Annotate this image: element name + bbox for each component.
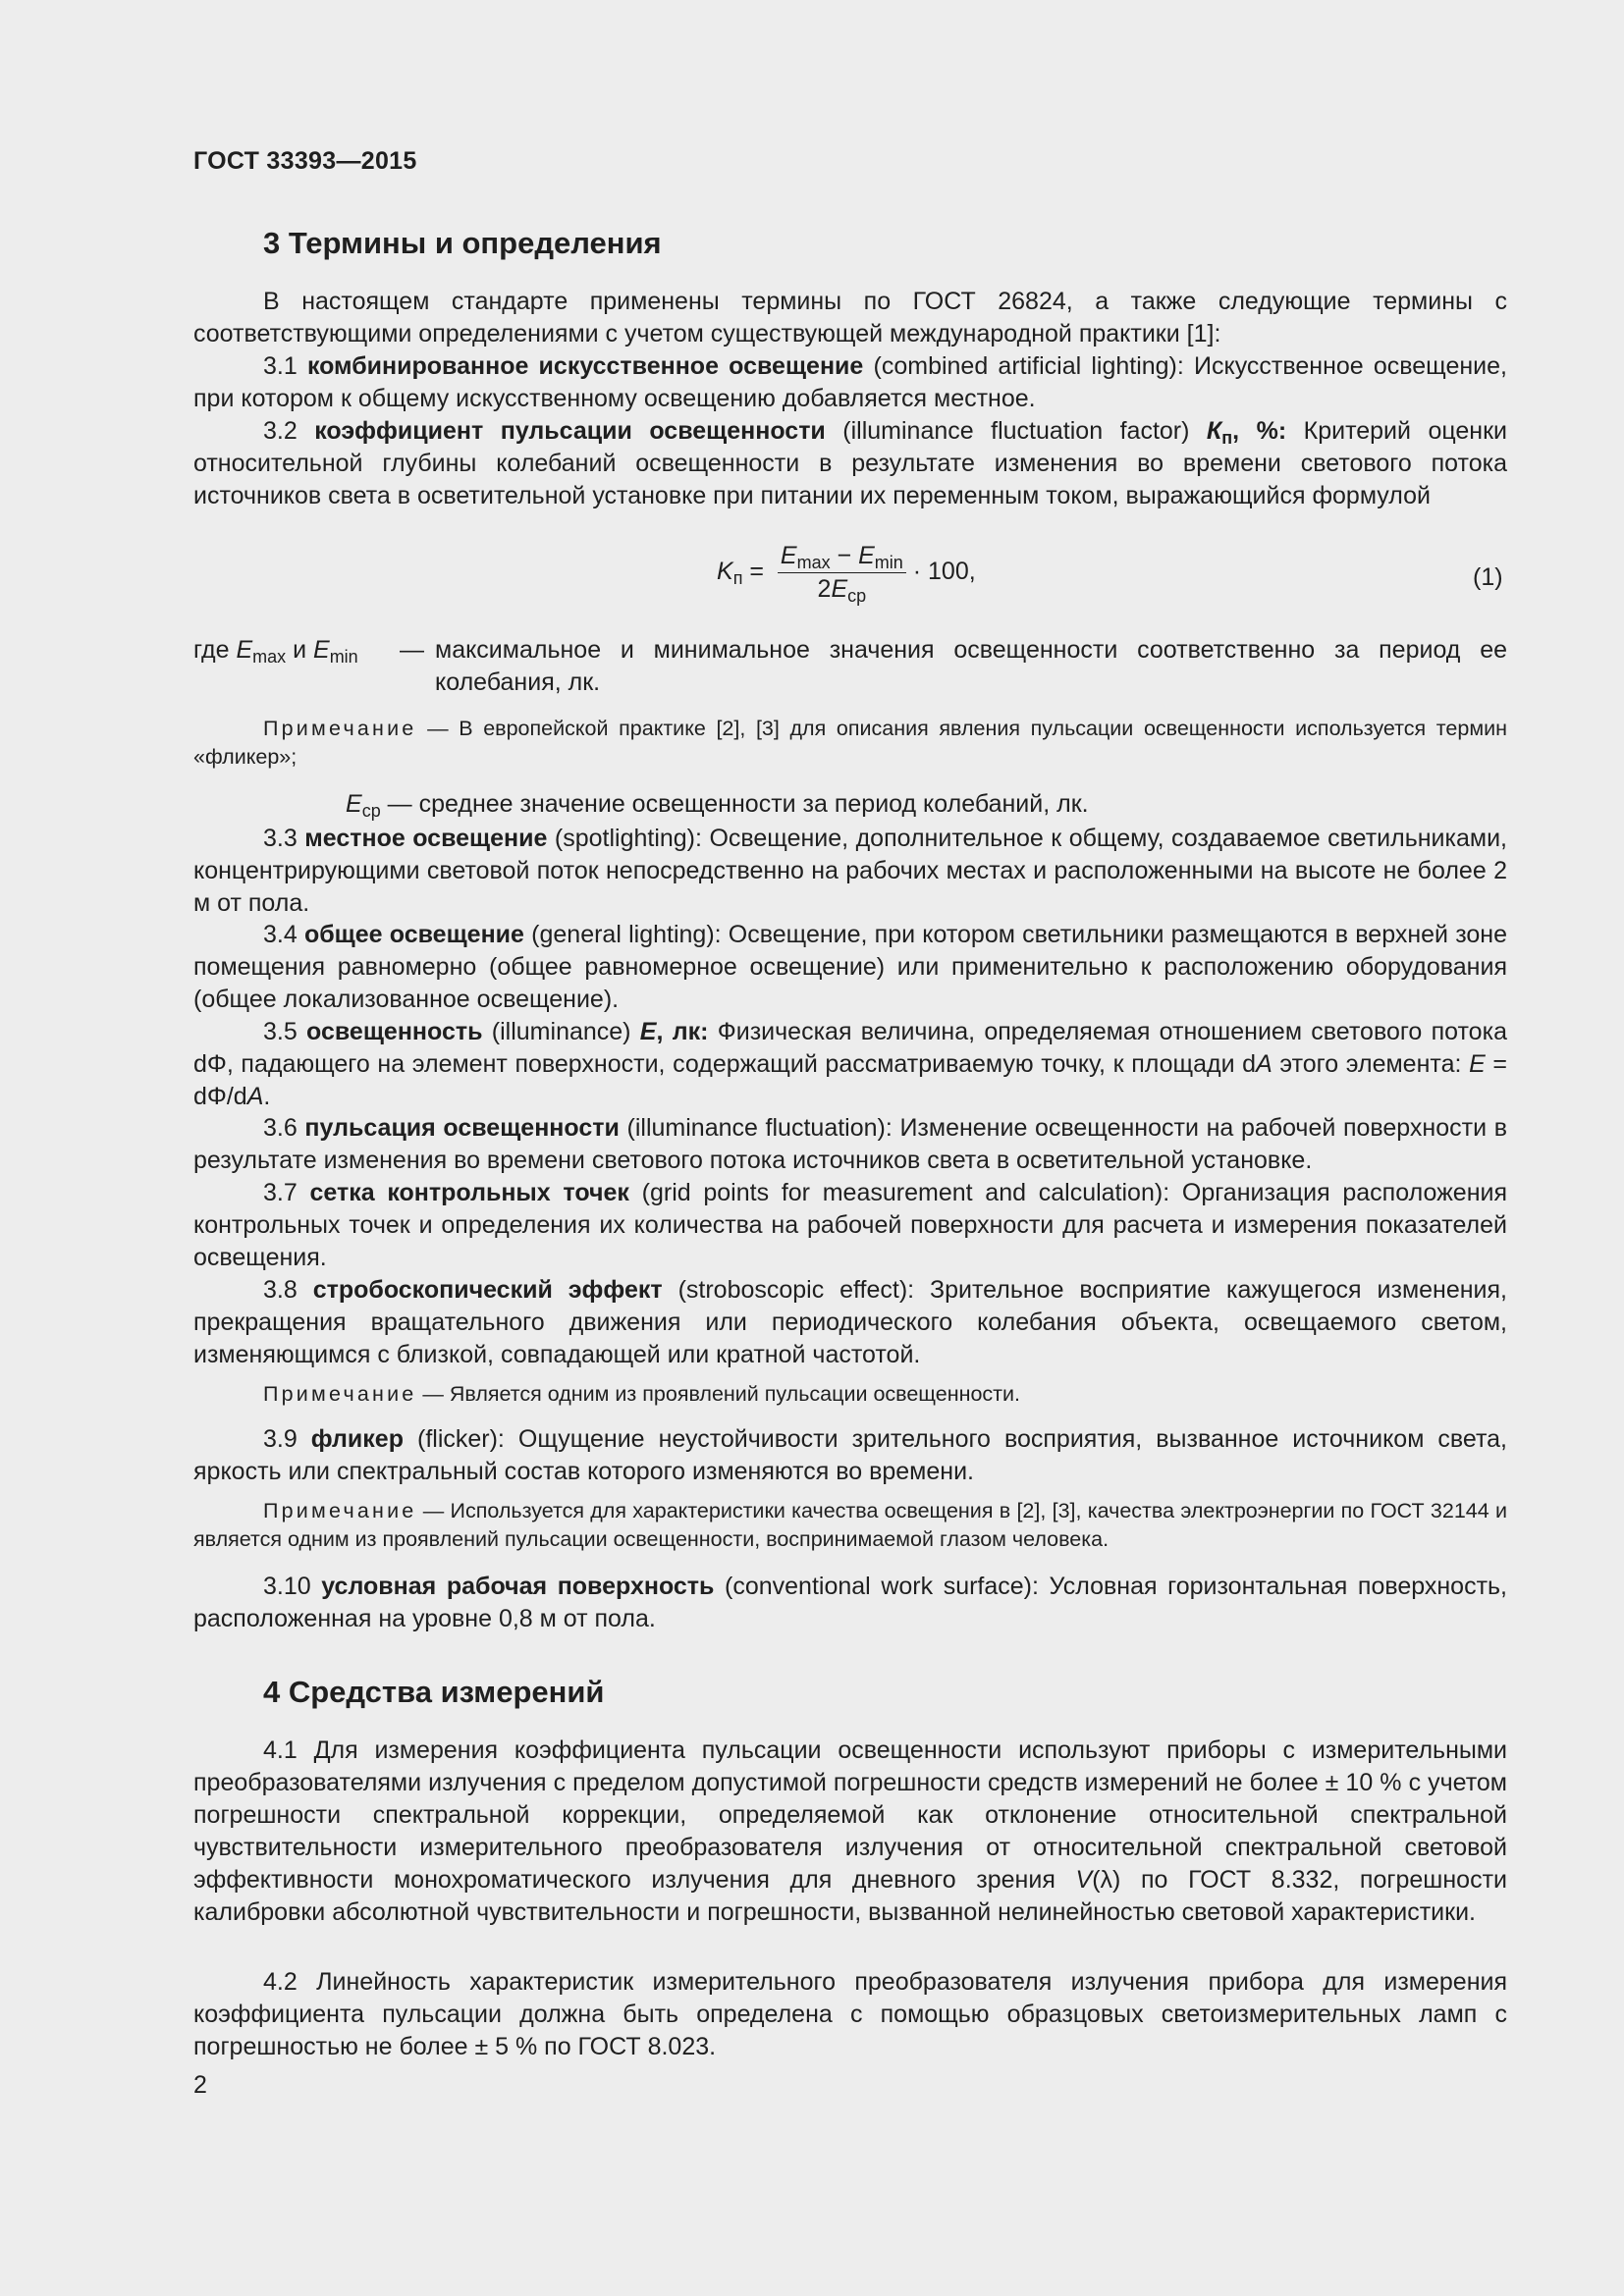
term-3-4-name: общее освещение xyxy=(303,921,524,948)
term-3-7-name: сетка контрольных точек xyxy=(309,1179,629,1206)
term-3-2: 3.2 коэффициент пульсации освещенности (illuminance fluctuation factor) $К_п$, %: Критерий оценки относительной глубины колебаний освещенности в результате изменения во времени светового потока источников света в осветительной установке при питании их переменным током, выражающийся формулой xyxy=(193,417,1507,509)
note-2: Примечание — Является одним из проявлений пульсации освещенности. xyxy=(263,1382,1020,1406)
term-3-6: 3.6 пульсация освещенности (illuminance fluctuation): Изменение освещенности на рабочей поверхности в результате изменения во времени светового потока источников света в осветительной установке. xyxy=(193,1114,1507,1174)
formula-fraction xyxy=(778,542,906,604)
term-3-8: 3.8 стробоскопический эффект (stroboscopic effect): Зрительное восприятие кажущегося изменения, прекращения вращательного движения или периодического колебания объекта, освещаемого светом, изменяющимся с близкой, совпадающей или кратной частотой. xyxy=(193,1276,1507,1368)
term-3-3-name: местное освещение xyxy=(304,825,548,852)
paragraph-4-2: 4.2 Линейность характеристик измерительного преобразователя излучения прибора для измерения коэффициента пульсации должна быть определена с помощью образцовых светоизмерительных ламп с погрешностью не более ± 5 % по ГОСТ 8.023. xyxy=(193,1968,1507,2060)
page-number: 2 xyxy=(193,2071,207,2099)
note-3: Примечание — Используется для характеристики качества освещения в [2], [3], качества электроэнергии по ГОСТ 32144 и является одним из проявлений пульсации освещенности, воспринимаемой глазом человека. xyxy=(193,1499,1507,1551)
formula-1: $K_п$ = $\frac{E_{max} - E_{min}}{2E_{ср}}$ · 100, xyxy=(717,542,976,606)
formula-denominator: $2E_{ср}$ xyxy=(817,575,867,606)
term-3-6-name: пульсация освещенности xyxy=(304,1114,620,1142)
term-3-10-name: условная рабочая поверхность xyxy=(321,1573,715,1600)
term-3-2-name: коэффициент пульсации освещенности xyxy=(314,417,826,445)
note-1: Примечание — В европейской практике [2], [3] для описания явления пульсации освещенности используется термин «фликер»; xyxy=(193,717,1507,769)
note-label: Примечание xyxy=(263,717,417,740)
formula-numerator: $E_{max} - E_{min}$ xyxy=(778,542,906,573)
document-page: ГОСТ 33393—2015 3 Термины и определения В настоящем стандарте применены термины по ГОСТ 26824, а также следующие термины с соответствующими определениями с учетом существующей международной практики [1]: 3.1 комбинированное искусственное освещение (combined artificial lighting): Искусственное освещение, при котором к общему искусственному освещению добавляется местное. 3.2 коэффициент пульсации освещенности (illuminance fluctuation factor) $К_п$, %: Критерий оценки относительной глубины колебаний освещенности в результате изменения во времени светового потока источников света в осветительной установке при питании их переменным током, выражающийся формулой $K_п$ = $\frac{E_{max} - E_{min}}{2E_{ср}}$ · 100, (1) где $E_{max}$ и $E_{min}$ — максимальное и минимальное значения освещенности соответственно за период ее колебания, лк. Примечание — В европейской практике [2], [3] для описания явления пульсации освещенности используется термин «фликер»; $E_{ср}$ — среднее значение освещенности за период колебаний, лк. 3.3 местное освещение (spotlighting): Освещение, дополнительное к общему, создаваемое светильниками, концентрирующими световой поток непосредственно на рабочих местах и расположенными на высоте не более 2 м от пола. 3.4 общее освещение (general lighting): Освещение, при котором светильники размещаются в верхней зоне помещения равномерно (общее равномерное освещение) или применительно к расположению оборудования (общее локализованное освещение). 3.5 освещенность (illuminance) E, лк: Физическая величина, определяемая отношением светового потока dΦ, падающего на элемент поверхности, содержащий рассматриваемую точку, к площади dA этого элемента: E = dΦ/dA. 3.6 пульсация освещенности (illuminance fluctuation): Изменение освещенности на рабочей поверхности в результате изменения во времени светового потока источников света в осветительной установке. 3.7 сетка контрольных точек (grid points for measurement and calculation): Организация расположения контрольных точек и определения их количества на рабочей поверхности для расчета и измерения показателей освещения. 3.8 стробоскопический эффект (stroboscopic effect): Зрительное восприятие кажущегося изменения, прекращения вращательного движения или периодического колебания объекта, освещаемого светом, изменяющимся с близкой, совпадающей или кратной частотой. Примечание — Является одним из проявлений пульсации освещенности. 3.9 фликер (flicker): Ощущение неустойчивости зрительного восприятия, вызванное источником света, яркость или спектральный состав которого изменяются во времени. Примечание — Используется для характеристики качества освещения в [2], [3], качества электроэнергии по ГОСТ 32144 и является одним из проявлений пульсации освещенности, воспринимаемой глазом человека. 3.10 условная рабочая поверхность (conventional work surface): Условная горизонтальная поверхность, расположенная на уровне 0,8 м от пола. 4 Средства измерений 4.1 Для измерения коэффициента пульсации освещенности используют приборы с измерительными преобразователями излучения с пределом допустимой погрешности средств измерений не более ± 10 % с учетом погрешности спектральной коррекции, определяемой как отклонение относительной спектральной чувствительности измерительного преобразователя излучения от относительной спектральной световой эффективности монохроматического излучения для дневного зрения V(λ) по ГОСТ 8.332, погрешности калибровки абсолютной чувствительности и погрешности, вызванной нелинейностью световой характеристики. 4.2 Линейность характеристик измерительного преобразователя излучения прибора для измерения коэффициента пульсации должна быть определена с помощью образцовых светоизмерительных ламп с погрешностью не более ± 5 % по ГОСТ 8.023. 2 xyxy=(193,147,1508,2099)
term-3-9-name: фликер xyxy=(310,1425,404,1453)
note-label: Примечание xyxy=(263,1382,417,1406)
term-3-10: 3.10 условная рабочая поверхность (conventional work surface): Условная горизонтальная поверхность, расположенная на уровне 0,8 м от пола. xyxy=(193,1573,1508,1632)
formula-number: (1) xyxy=(1473,563,1503,591)
term-3-4: 3.4 общее освещение (general lighting): Освещение, при котором светильники размещаются в верхней зоне помещения равномерно (общее равномерное освещение) или применительно к расположению оборудования (общее локализованное освещение). xyxy=(193,921,1507,1013)
term-3-5: 3.5 освещенность (illuminance) E, лк: Физическая величина, определяемая отношением светового потока dΦ, падающего на элемент поверхности, содержащий рассматриваемую точку, к площади dA этого элемента: E = dΦ/dA. xyxy=(193,1018,1507,1110)
term-3-1: 3.1 комбинированное искусственное освещение (combined artificial lighting): Искусственное освещение, при котором к общему искусственному освещению добавляется местное. xyxy=(193,352,1507,412)
term-3-1-name: комбинированное искусственное освещение xyxy=(306,352,864,380)
term-3-3: 3.3 местное освещение (spotlighting): Освещение, дополнительное к общему, создаваемое светильниками, концентрирующими световой поток непосредственно на рабочих местах и расположенными на высоте не более 2 м от пола. xyxy=(193,825,1507,917)
paragraph-4-1: 4.1 Для измерения коэффициента пульсации освещенности используют приборы с измерительными преобразователями излучения с пределом допустимой погрешности средств измерений не более ± 10 % с учетом погрешности спектральной коррекции, определяемой как отклонение относительной спектральной чувствительности измерительного преобразователя излучения от относительной спектральной световой эффективности монохроматического излучения для дневного зрения V(λ) по ГОСТ 8.332, погрешности калибровки абсолютной чувствительности и погрешности, вызванной нелинейностью световой характеристики. xyxy=(193,1736,1507,1926)
term-3-8-name: стробоскопический эффект xyxy=(312,1276,663,1304)
document-header: ГОСТ 33393—2015 xyxy=(193,147,417,175)
term-3-9: 3.9 фликер (flicker): Ощущение неустойчивости зрительного восприятия, вызванное источником света, яркость или спектральный состав которого изменяются во времени. xyxy=(193,1425,1507,1485)
section-3-title: 3 Термины и определения xyxy=(263,226,662,260)
term-3-7: 3.7 сетка контрольных точек (grid points for measurement and calculation): Организация расположения контрольных точек и определения их количества на рабочей поверхности для расчета и измерения показателей освещения. xyxy=(193,1179,1508,1271)
note-label: Примечание xyxy=(263,1499,417,1522)
section-4-title: 4 Средства измерений xyxy=(263,1675,605,1709)
section-3-intro: В настоящем стандарте применены термины по ГОСТ 26824, а также следующие термины с соответствующими определениями с учетом существующей международной практики [1]: xyxy=(193,288,1507,347)
ecp-definition: $E_{ср}$ — среднее значение освещенности за период колебаний, лк. xyxy=(346,790,1089,821)
term-3-5-name: освещенность xyxy=(306,1018,483,1045)
